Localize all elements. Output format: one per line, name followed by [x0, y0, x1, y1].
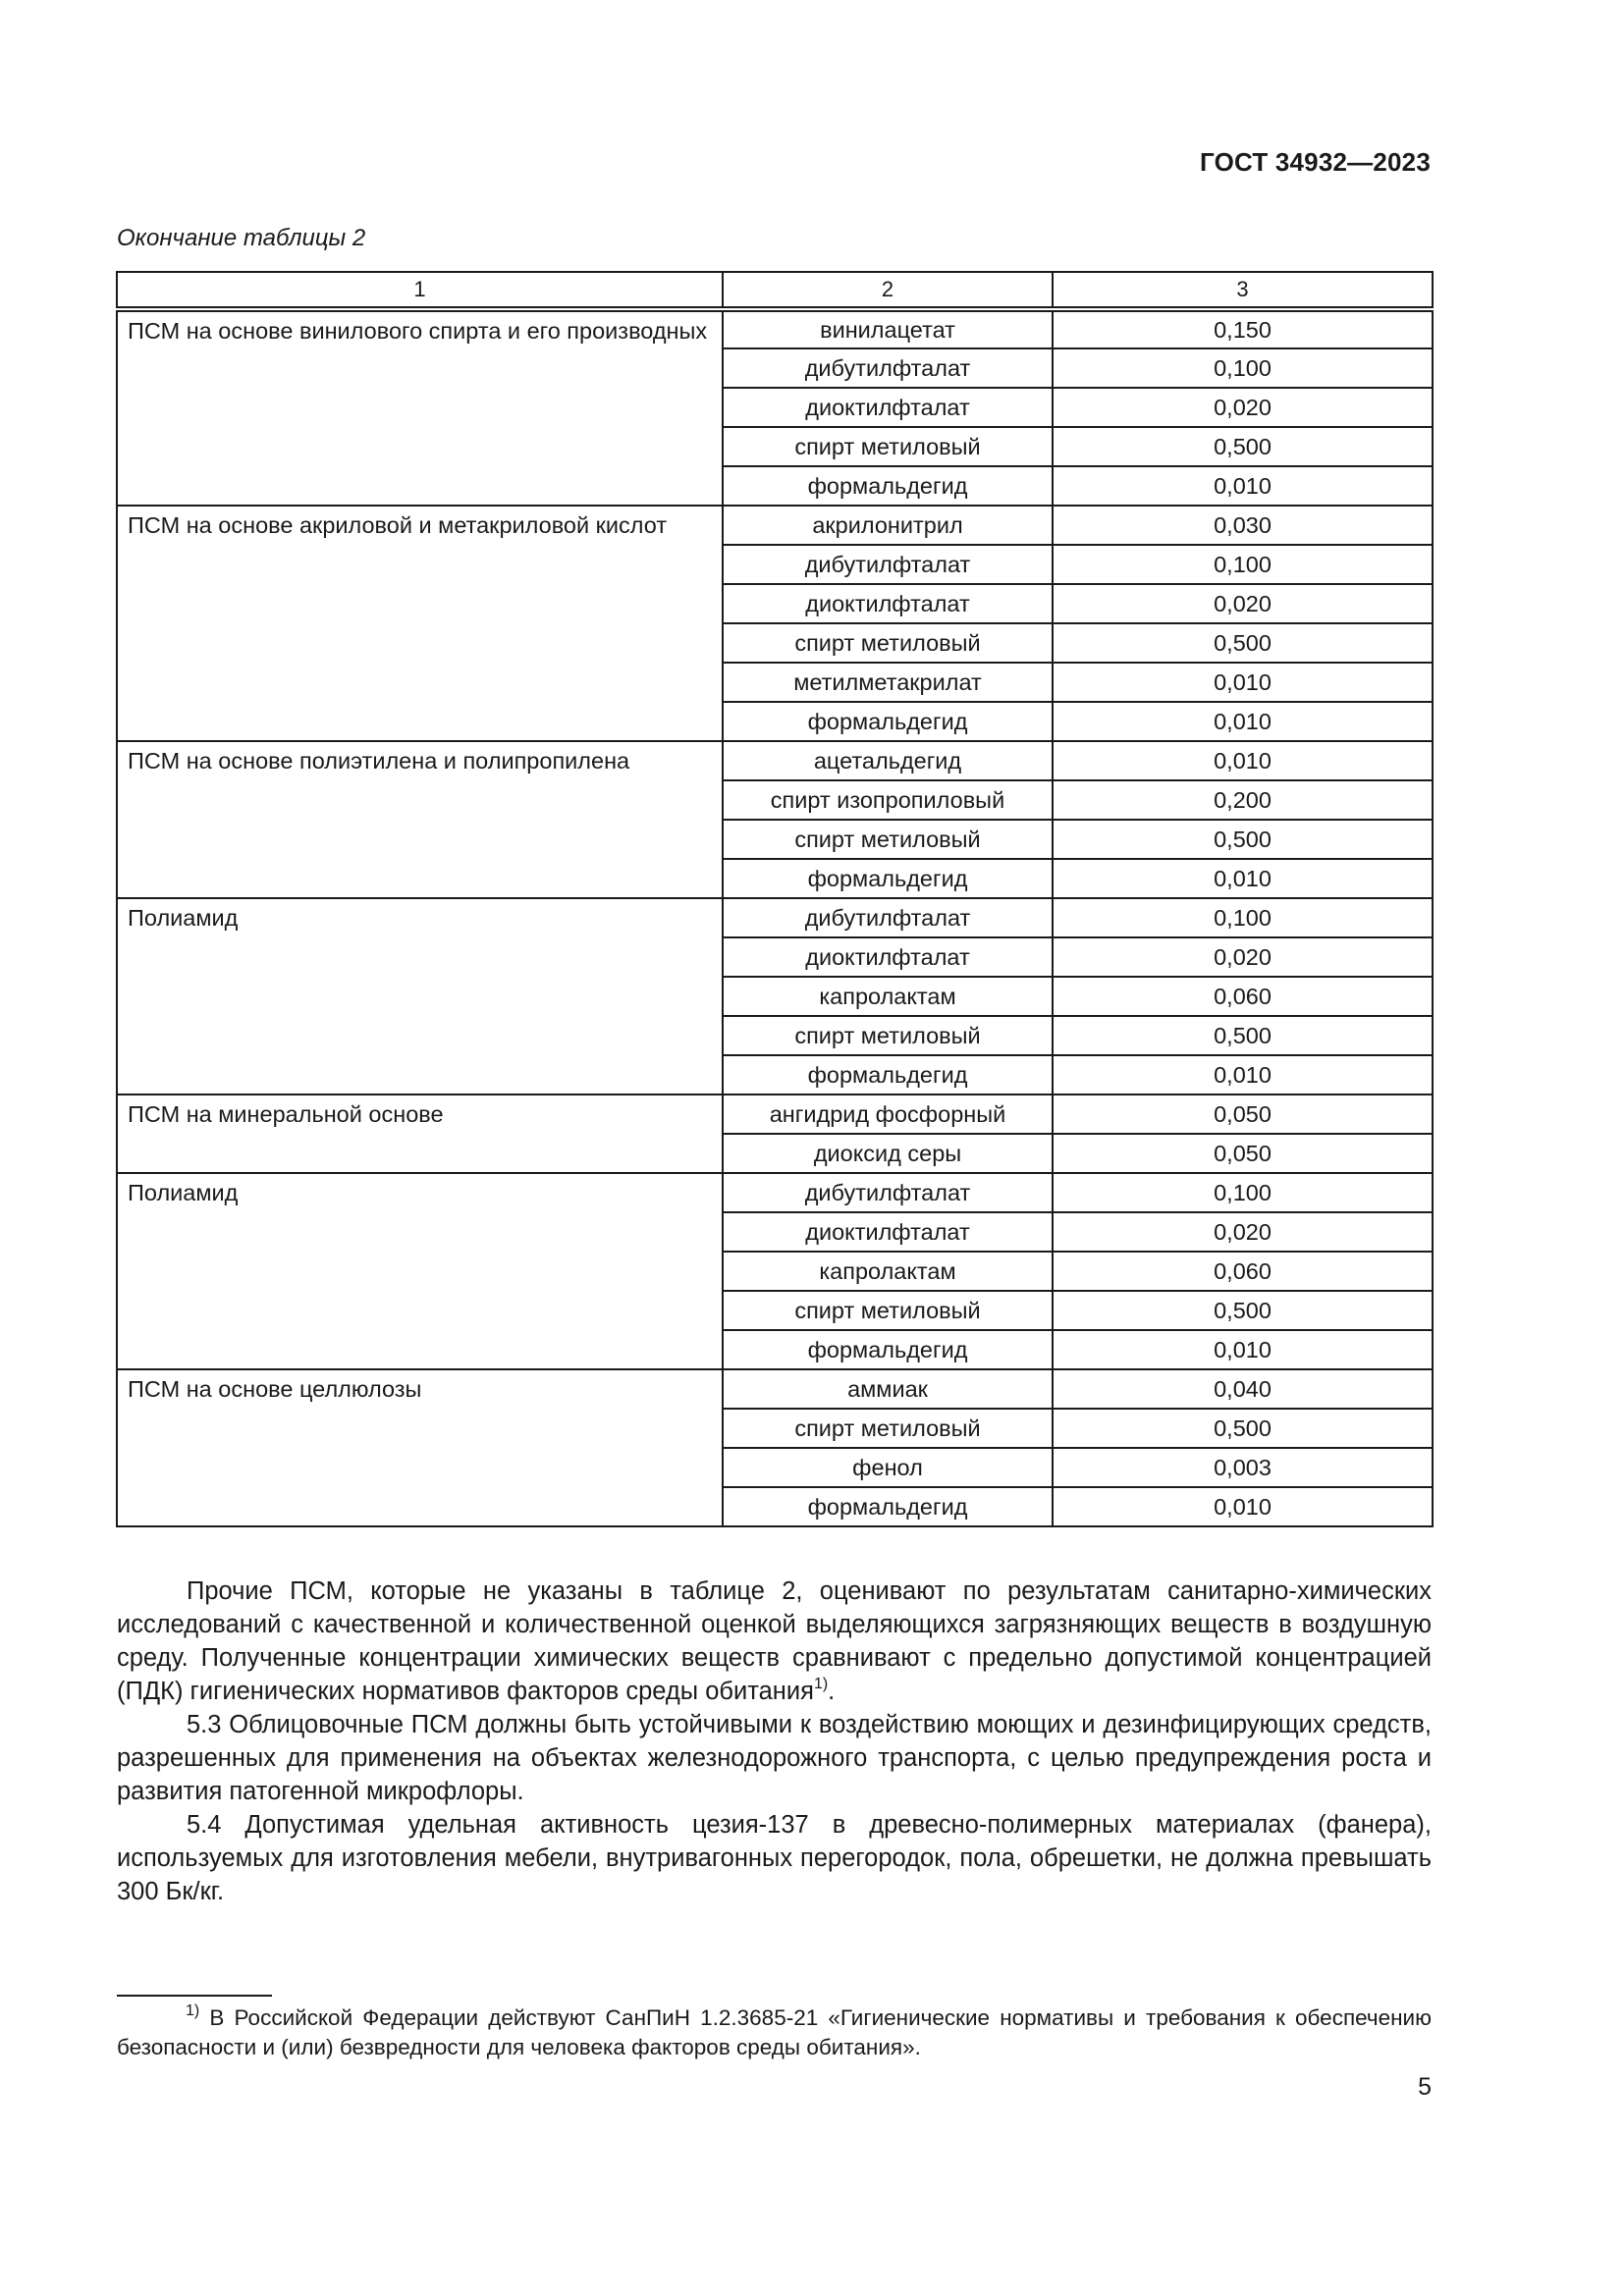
substance-name: спирт метиловый [723, 1409, 1053, 1448]
substance-value: 0,500 [1053, 1016, 1433, 1055]
material-group-label: Полиамид [117, 1173, 723, 1369]
substance-name: диоктилфталат [723, 584, 1053, 623]
footnote-divider [117, 1995, 272, 1997]
substance-name: аммиак [723, 1369, 1053, 1409]
table-caption: Окончание таблицы 2 [117, 225, 366, 251]
paragraph-5-3: 5.3 Облицовочные ПСМ должны быть устойчивыми к воздействию моющих и дезинфицирующих средств, разрешенных для применения на объектах железнодорожного транспорта, с целью предупреждения роста и развития патогенной микрофлоры. [117, 1711, 1432, 1805]
substance-name: формальдегид [723, 859, 1053, 898]
substance-value: 0,200 [1053, 780, 1433, 820]
standard-designation: ГОСТ 34932—2023 [1200, 147, 1431, 177]
table-row [117, 1173, 1433, 1212]
substance-name: спирт метиловый [723, 1291, 1053, 1330]
substance-value: 0,010 [1053, 1330, 1433, 1369]
substance-value: 0,010 [1053, 702, 1433, 741]
table-row [117, 506, 1433, 545]
substance-name: дибутилфталат [723, 1173, 1053, 1212]
material-group-label: ПСМ на основе акриловой и метакриловой кислот [117, 506, 723, 741]
paragraph-text: Прочие ПСМ, которые не указаны в таблице 2, оценивают по результатам санитарно-химических исследований с качественной и количественной оценкой выделяющихся загрязняющих веществ в воздушную среду. Полученные концентрации химических веществ сравнивают с предельно допустимой концентрацией (ПДК) гигиенических нормативов факторов среды обитания [117, 1577, 1432, 1705]
substance-name: спирт метиловый [723, 1016, 1053, 1055]
substance-value: 0,060 [1053, 1252, 1433, 1291]
column-header-3: 3 [1053, 272, 1433, 309]
substance-name: капролактам [723, 1252, 1053, 1291]
substance-value: 0,010 [1053, 663, 1433, 702]
substance-value: 0,500 [1053, 820, 1433, 859]
substance-value: 0,010 [1053, 741, 1433, 780]
substance-name: капролактам [723, 977, 1053, 1016]
hygiene-table [116, 271, 1434, 1527]
table-row [117, 1369, 1433, 1409]
substance-value: 0,010 [1053, 1055, 1433, 1095]
substance-name: спирт метиловый [723, 820, 1053, 859]
substance-value: 0,010 [1053, 466, 1433, 506]
substance-value: 0,060 [1053, 977, 1433, 1016]
column-header-1: 1 [117, 272, 723, 309]
footnote [117, 2003, 1432, 2062]
substance-value: 0,050 [1053, 1095, 1433, 1134]
material-group-label: Полиамид [117, 898, 723, 1095]
column-header-2: 2 [723, 272, 1053, 309]
substance-name: фенол [723, 1448, 1053, 1487]
substance-value: 0,500 [1053, 427, 1433, 466]
substance-value: 0,500 [1053, 623, 1433, 663]
footnote-ref: 1) [813, 1675, 829, 1692]
substance-name: диоксид серы [723, 1134, 1053, 1173]
substance-value: 0,020 [1053, 584, 1433, 623]
table-row [117, 309, 1433, 348]
substance-value: 0,500 [1053, 1291, 1433, 1330]
substance-name: спирт метиловый [723, 427, 1053, 466]
substance-name: дибутилфталат [723, 898, 1053, 937]
substance-name: метилметакрилат [723, 663, 1053, 702]
table-row [117, 1095, 1433, 1134]
substance-name: формальдегид [723, 1055, 1053, 1095]
substance-value: 0,500 [1053, 1409, 1433, 1448]
substance-name: спирт изопропиловый [723, 780, 1053, 820]
table-header-row [117, 272, 1433, 309]
paragraph-end: . [828, 1678, 836, 1705]
substance-value: 0,150 [1053, 309, 1433, 348]
substance-value: 0,100 [1053, 545, 1433, 584]
page-number: 5 [1418, 2073, 1432, 2101]
substance-value: 0,100 [1053, 348, 1433, 388]
material-group-label: ПСМ на основе винилового спирта и его производных [117, 309, 723, 506]
substance-name: формальдегид [723, 1330, 1053, 1369]
table-row [117, 898, 1433, 937]
substance-name: формальдегид [723, 466, 1053, 506]
paragraph-other-materials [117, 1575, 1432, 1708]
substance-value: 0,010 [1053, 859, 1433, 898]
substance-name: дибутилфталат [723, 348, 1053, 388]
substance-name: ангидрид фосфорный [723, 1095, 1053, 1134]
material-group-label: ПСМ на основе целлюлозы [117, 1369, 723, 1526]
substance-name: акрилонитрил [723, 506, 1053, 545]
material-group-label: ПСМ на минеральной основе [117, 1095, 723, 1173]
substance-value: 0,020 [1053, 937, 1433, 977]
substance-name: винилацетат [723, 309, 1053, 348]
substance-value: 0,050 [1053, 1134, 1433, 1173]
substance-name: формальдегид [723, 702, 1053, 741]
substance-value: 0,020 [1053, 388, 1433, 427]
substance-name: диоктилфталат [723, 1212, 1053, 1252]
paragraph-5-4: 5.4 Допустимая удельная активность цезия-137 в древесно-полимерных материалах (фанера), используемых для изготовления мебели, внутривагонных перегородок, пола, обрешетки, не должна превышать 300 Бк/кг. [117, 1811, 1432, 1905]
substance-name: ацетальдегид [723, 741, 1053, 780]
footnote-mark: 1) [186, 2002, 200, 2019]
material-group-label: ПСМ на основе полиэтилена и полипропилена [117, 741, 723, 898]
substance-value: 0,100 [1053, 898, 1433, 937]
footnote-text: В Российской Федерации действуют СанПиН 1.2.3685-21 «Гигиенические нормативы и требования к обеспечению безопасности и (или) безвредности для человека факторов среды обитания». [117, 2005, 1432, 2059]
substance-value: 0,040 [1053, 1369, 1433, 1409]
table-row [117, 741, 1433, 780]
substance-value: 0,100 [1053, 1173, 1433, 1212]
substance-value: 0,003 [1053, 1448, 1433, 1487]
substance-name: диоктилфталат [723, 388, 1053, 427]
substance-value: 0,010 [1053, 1487, 1433, 1526]
substance-value: 0,020 [1053, 1212, 1433, 1252]
substance-name: спирт метиловый [723, 623, 1053, 663]
substance-name: дибутилфталат [723, 545, 1053, 584]
substance-name: диоктилфталат [723, 937, 1053, 977]
substance-value: 0,030 [1053, 506, 1433, 545]
substance-name: формальдегид [723, 1487, 1053, 1526]
